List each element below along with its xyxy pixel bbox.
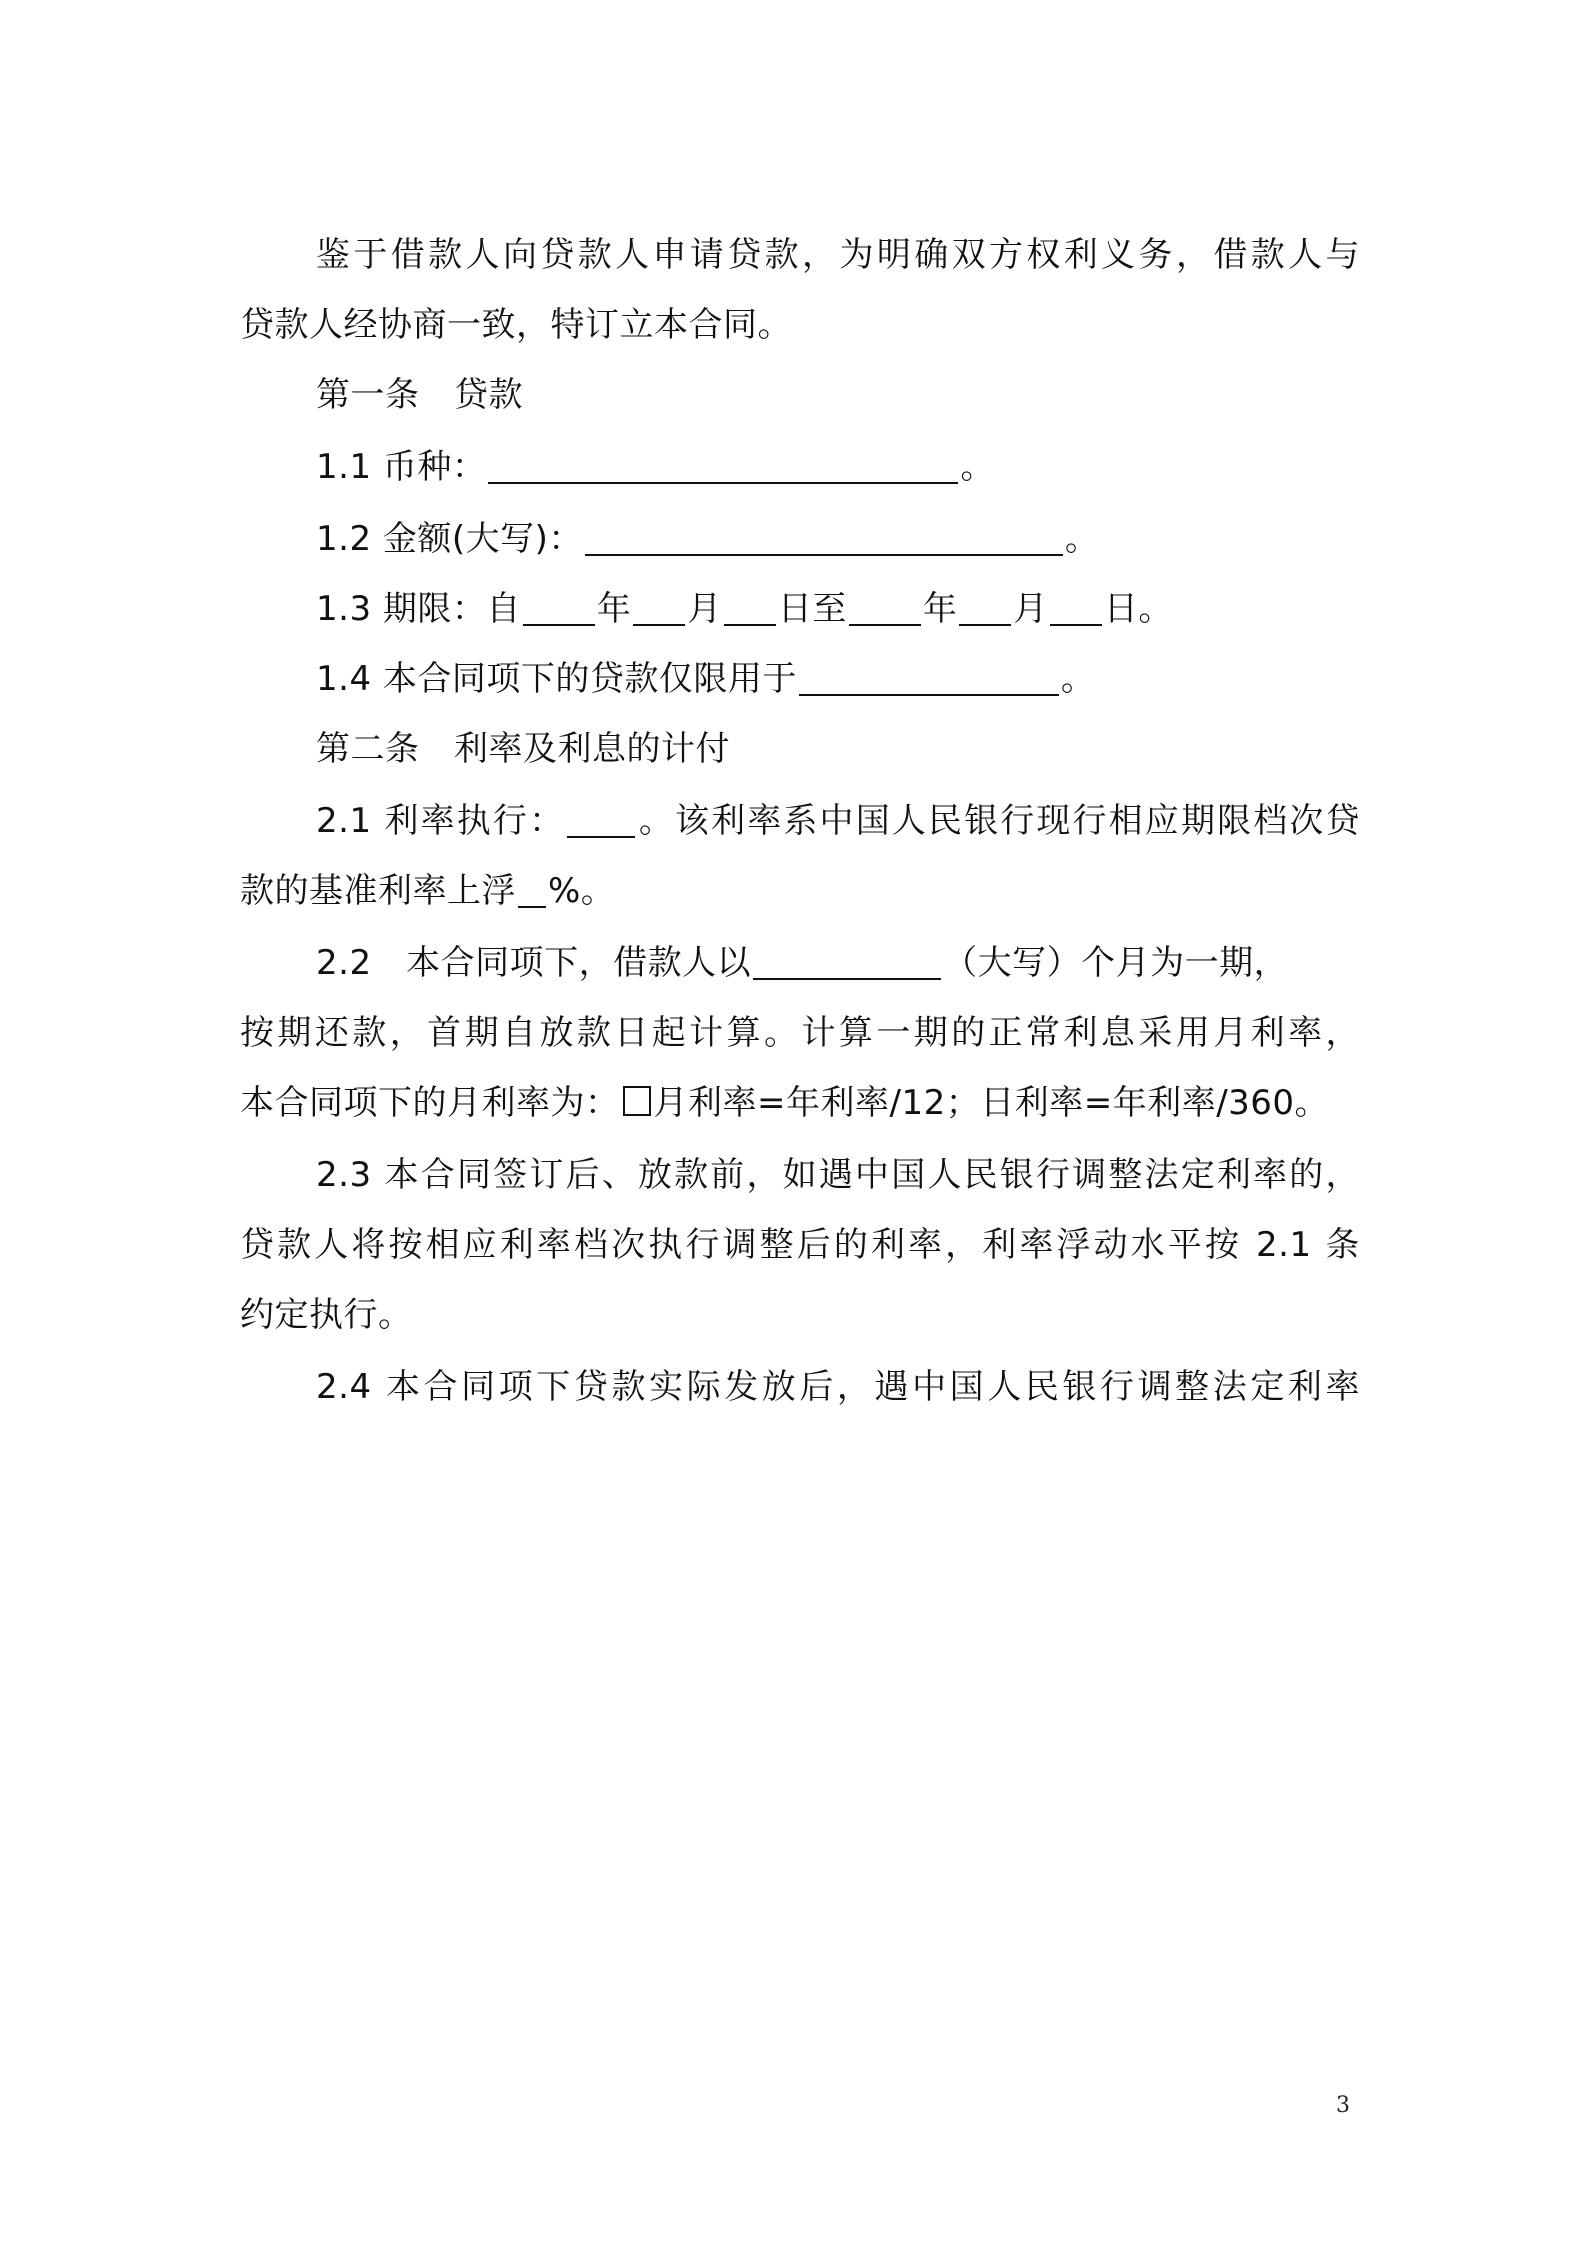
interest-rate-blank[interactable]: [567, 798, 635, 838]
item-1-2-end: 。: [1064, 519, 1100, 559]
monthly-rate-checkbox[interactable]: [623, 1086, 651, 1116]
start-month-blank[interactable]: [633, 586, 685, 626]
item-1-4-label: 1.4 本合同项下的贷款仅限用于: [316, 659, 797, 699]
item-2-1-label: 2.1 利率执行：: [316, 801, 566, 841]
item-1-1: [316, 444, 1360, 490]
end-day-unit: 日。: [1103, 589, 1173, 629]
item-2-1-line-2-text: 款的基准利率上浮: [240, 871, 516, 911]
item-2-1-line-2: [240, 868, 1360, 914]
item-2-2-line-1: [316, 940, 1360, 986]
article-2-title: 第二条 利率及利息的计付: [316, 729, 730, 769]
float-percent-blank[interactable]: [518, 868, 546, 908]
intro-line-2: 贷款人经协商一致，特订立本合同。: [240, 305, 792, 345]
end-month-blank[interactable]: [959, 586, 1011, 626]
start-day-to: 日至: [777, 589, 847, 629]
item-2-2-line-3: [240, 1080, 1360, 1126]
item-2-3-line-3: 约定执行。: [240, 1295, 413, 1335]
item-1-3: [316, 586, 1360, 632]
item-2-4-line-1: 2.4 本合同项下贷款实际发放后，遇中国人民银行调整法定利率: [316, 1367, 1360, 1407]
end-month-unit: 月: [1013, 589, 1048, 629]
intro-line-1: 鉴于借款人向贷款人申请贷款，为明确双方权利义务，借款人与: [316, 235, 1360, 275]
item-2-2-line-2: 按期还款，首期自放款日起计算。计算一期的正常利息采用月利率，: [240, 1013, 1360, 1053]
item-1-3-label: 1.3 期限：自: [316, 589, 521, 629]
start-day-blank[interactable]: [724, 586, 776, 626]
start-year-unit: 年: [596, 589, 632, 629]
currency-blank[interactable]: [488, 444, 958, 484]
item-1-1-label: 1.1 币种：: [316, 447, 487, 487]
page-number: 3: [1336, 2093, 1350, 2118]
period-months-blank[interactable]: [753, 940, 941, 980]
item-1-2-label: 1.2 金额(大写)：: [316, 519, 583, 559]
start-year-blank[interactable]: [523, 586, 595, 626]
item-2-1-text: 。该利率系中国人民银行现行相应期限档次贷: [637, 801, 1360, 841]
item-2-2-text: （大写）个月为一期，: [943, 943, 1289, 983]
item-2-1-line-2-end: %。: [548, 871, 616, 911]
end-day-blank[interactable]: [1050, 586, 1102, 626]
item-2-1-line-1: [316, 798, 1360, 844]
item-2-3-line-2: 贷款人将按相应利率档次执行调整后的利率，利率浮动水平按 2.1 条: [240, 1225, 1360, 1265]
item-2-2-line-3-text: 本合同项下的月利率为：: [240, 1083, 620, 1123]
amount-blank[interactable]: [585, 516, 1063, 556]
item-1-4: [316, 656, 1360, 702]
item-1-2: [316, 516, 1360, 562]
item-2-2-line-3-end: 月利率=年利率/12；日利率=年利率/360。: [653, 1083, 1330, 1123]
item-2-2-label: 2.2 本合同项下，借款人以: [316, 943, 752, 983]
item-1-4-end: 。: [1060, 659, 1096, 699]
article-1-title: 第一条 贷款: [316, 375, 523, 415]
purpose-blank[interactable]: [799, 656, 1059, 696]
item-1-1-end: 。: [960, 447, 995, 487]
end-year-blank[interactable]: [849, 586, 921, 626]
item-2-3-line-1: 2.3 本合同签订后、放款前，如遇中国人民银行调整法定利率的，: [316, 1155, 1360, 1195]
start-month-unit: 月: [687, 589, 722, 629]
end-year-unit: 年: [922, 589, 958, 629]
